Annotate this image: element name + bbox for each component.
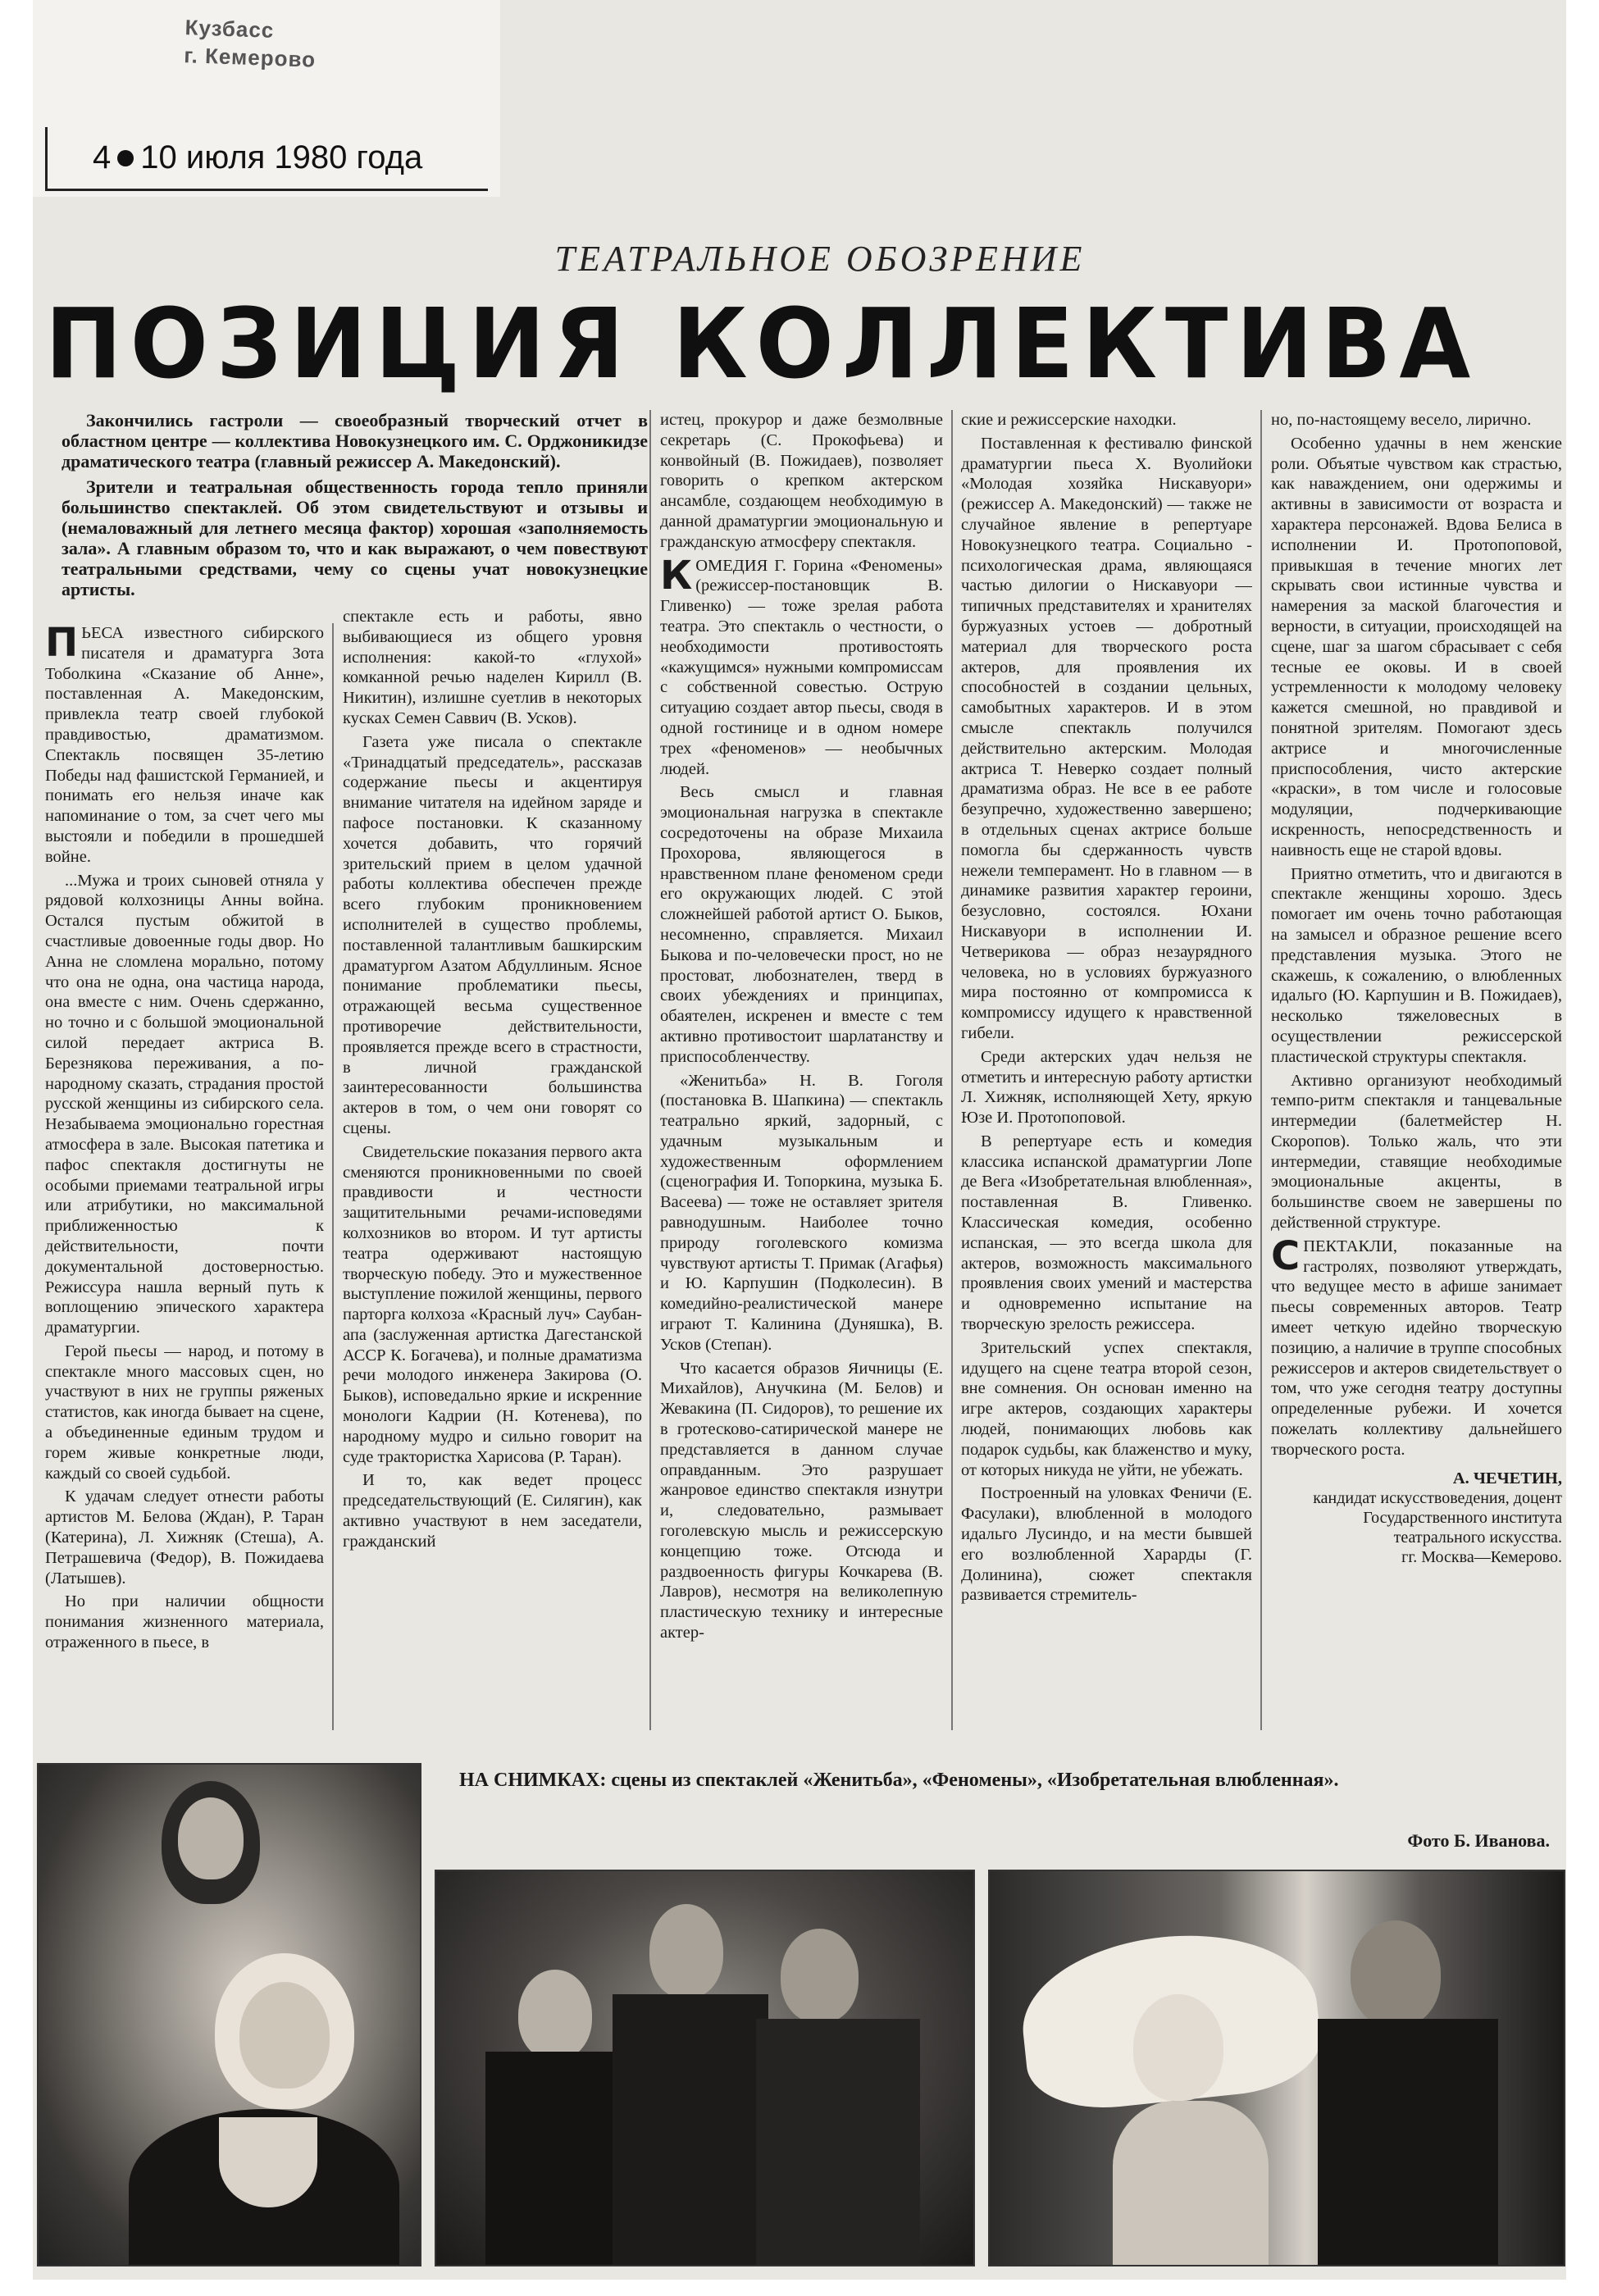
actor-body [485,2052,625,2265]
column-paragraph: К удачам следует отнести работы артистов М. Белова (Ждан), Р. Таран (Катерина), Л. Хижняк (Стеша), А. Петрашевича (Федор), В. Пожидаева (Латышев). [45,1487,324,1588]
column-paragraph: В репертуаре есть и комедия классика испанской драматургии Лопе де Вега «Изобретательная влюбленная», поставленная В. Гливенко. Классическая комедия, особенно испанская, — это всегда школа для актеров, возможность максимального проявления своих умений и мастерства и одновременно испытание на творческую зрелость режиссера. [961,1132,1252,1334]
dateline-day: 4 [93,139,112,175]
author-city: гг. Москва—Кемерово. [1401,1548,1562,1567]
column-paragraph: Но при наличии общности понимания жизненного материала, отраженного в пьесе, в [45,1592,324,1652]
bullet-icon [117,150,134,166]
column-paragraph: спектакле есть и работы, явно выбивающиеся из общего уровня исполнения: какой-то «глухой» комканной речью наделен Кирилл (В. Никитин), излишне суетлив в некоторых кусках Семен Саввич (В. Усков). [343,608,642,727]
actor-face [518,1970,592,2060]
column-paragraph: Активно организуют необходимый темпо-ритм спектакля и танцевальные интермедии (балетмейстер Н. Скоропов). Только жаль, что эти интермедии, ставящие необходимые эмоциональные акценты, в большинстве своем не завершены по действенной структуре. [1271,1071,1562,1232]
actor-face [178,1797,244,1879]
photo-izobretatelnaya-vlyublennaya [988,1870,1565,2266]
stamp-line-1: Кузбасс [184,15,275,43]
column-paragraph: Что касается образов Яичницы (Е. Михайлов), Анучкина (М. Белов) и Жевакина (П. Сидоров), то решение их в гротесково-сатирической манере не представляется в данном случае оправданным. Это разрушает жанровое единство спектакля изнутри и, следовательно, размывает гоголевскую мысль и режиссерскую концепцию тоже. Отсюда и раздвоенность фигуры Кочкарева (В. Лавров), несмотря на великолепную пластическую технику и интересные актер- [660,1359,943,1642]
photo-zhenitba [37,1763,421,2266]
column-paragraph: Весь смысл и главная эмоциональная нагрузка в спектакле сосредоточены на образе Михаила Прохорова, являющегося в нравственном плане феноменом среди его окружающих людей. С этой сложнейшей работой артист О. Быков, несомненно, справляется. Михаил Быкова и по-человечески прост, но не простоват, любознателен, тверд в своих убеждениях и принципах, обаятелен, искренен и вместе с тем активно противостоит шарлатанству и приспособленчеству. [660,783,943,1066]
actress-neckline [219,2117,317,2207]
column-paragraph: Построенный на уловках Феничи (Е. Фасулаки), влюбленной в молодого идальго Лусиндо, и на мести бывшей его возлюбленной Харарды (Г. Долинина), сюжет спектакля развивается стремитель- [961,1484,1252,1605]
article-column-1 [45,623,324,1730]
column-paragraph: Зрительский успех спектакля, идущего на сцене театра второй сезон, вне сомнения. Он основан именно на игре актеров, создающих характеры людей, понимающих любовь как подарок судьбы, как блаженство и муку, от которых никуда не уйти, не убежать. [961,1338,1252,1479]
photo-caption-label: НА СНИМКАХ: [459,1770,607,1791]
column-paragraph: ПЕКТАКЛИ, показанные на гастролях, позволяют утверждать, что ведущее место в афише занимает пьесы современных авторов. Театр имеет четкую идейно творческую позицию, а наличие в труппе способных режиссеров и актеров свидетельствует о том, что уже сегодня театру доступны определенные рубежи. И хочется пожелать коллективу дальнейшего творческого роста. [1271,1237,1562,1459]
article-column-4 [961,410,1252,1730]
photo-caption [459,1770,1566,1792]
drop-cap: С [1271,1232,1301,1279]
actor-body [1318,2019,1498,2265]
column-paragraph: Газета уже писала о спектакле «Тринадцатый председатель», рассказав содержание пьесы и акцентируя внимание читателя на идейном заряде и пафосе постановки. К сказанному хочется добавить, что горячий зрительский прием в целом удачной работы коллектива обеспечен прежде всего глубоким проникновением исполнителей в существо проблемы, поставленной талантливым башкирским драматургом Азатом Абдуллиным. Ясное понимание проблематики пьесы, отражающей весьма существенное противоречие действительности, проявляется прежде всего в страстности, в личной гражданской заинтересованности большинства актеров в том, о чем они говорят со сцены. [343,732,642,1137]
column-paragraph: Поставленная к фестивалю финской драматургии пьеса Х. Вуолийоки «Молодая хозяйка Нискавуори» (режиссер А. Македонский) — также не случайное явление в репертуаре Новокузнецкого театра. Социально - психологическая драма, являющаяся частью дилогии о Нискавуори — типичных представителях и хранителях буржуазных устоев — добротный материал для творческого роста актеров, для проявления их способностей в создании цельных, самобытных характеров. И в этом смысле спектакль получился действительно актерским. Молодая актриса Т. Неверко создает полный драматизма образ. Не все в ее работе безупречно, художественно завершено; в отдельных сценах актрисе больше помогла бы сдержанность чувств нежели темперамент. Но в главном — в динамике развития характер героини, безусловно, состоялся. Юхани Нискавуори в исполнении И. Четверикова — образ незаурядного человека, но в условиях буржуазного мира постоянно от компромисса к компромиссу идущего к нравственной гибели. [961,434,1252,1042]
column-divider [1260,410,1262,1730]
actress-body [1113,2101,1269,2265]
lead-paragraph: Закончились гастроли — своеобразный творческий отчет в областном центре — коллектива Новокузнецкого им. С. Орджоникидзе драматического театра (главный режиссер А. Македонский). [61,410,648,472]
dateline [45,127,488,191]
column-paragraph: Герой пьесы — народ, и потому в спектакле много массовых сцен, но участвуют в них не группы ряженых статистов, как иногда бывает на сцене, а объединенные единым трудом и горем живые конкретные люди, каждый со своей судьбой. [45,1342,324,1483]
column-paragraph: Приятно отметить, что и двигаются в спектакле женщины хорошо. Здесь помогает им очень точно работающая на замысел и образное решение всего представления музыка. Этого не скажешь, к сожалению, о влюбленных идальго (Ю. Карпушин и В. Пожидаев), несколько тяжеловесных в осуществлении режиссерской пластической структуры спектакля. [1271,864,1562,1066]
column-paragraph: ЬЕСА известного сибирского писателя и драматурга Зота Тоболкина «Сказание об Анне», поставленная А. Македонским, привлекла театр своей глубокой правдивостью, драматизмом. Спектакль посвящен 35-летию Победы над фашистской Германией, и понимать его нельзя иначе как напоминание о том, за счет чего мы выстояли и победили в прошедшей войне. [45,624,324,866]
column-divider [332,623,334,1730]
library-stamp [184,13,366,75]
drop-cap: К [660,552,693,599]
photo-credit: Фото Б. Иванова. [1407,1830,1550,1851]
column-paragraph: ОМЕДИЯ Г. Горина «Феномены» (режиссер-постановщик В. Гливенко) — тоже зрелая работа театра. Это спектакль о честности, о необходимости противостоять «кажущимся» нужными компромиссам с собственной совестью. Острую ситуацию создает автор пьесы, сводя в одной гостинице и в одном номере трех «феноменов» — необычных людей. [660,556,943,778]
article-headline: ПОЗИЦИЯ КОЛЛЕКТИВА [45,288,1479,401]
article-column-2 [343,607,642,1730]
section-rubric: ТЕАТРАЛЬНОЕ ОБОЗРЕНИЕ [554,239,1086,279]
author-title: кандидат искусствоведения, доцент Государственного института театрального искусства. [1313,1489,1562,1547]
actor-face [1351,1920,1441,2027]
actor-face [781,1929,859,2023]
dateline-rest: 10 июля 1980 года [140,139,423,175]
column-paragraph: ...Мужа и троих сыновей отняла у рядовой колхозницы Анны война. Остался пустым обжитой в счастливые довоенные годы двор. Но Анна не сломлена морально, потому что она не одна, она частица народа, она вместе с ним. Очень сдержанно, но точно и с большой эмоциональной силой передает актриса В. Березнякова переживания, а по-народному сказать, страдания простой русской женщины из сибирского села. Незабываема эмоционально горестная атмосфера в зале. Высокая патетика и пафос спектакля достигнуты не особыми приемами театральной игры или атрибутики, но максимальной приближенностью к действительности, почти документальной достоверностью. Режиссура нашла верный путь к воплощению эпического характера драматургии. [45,871,324,1337]
drop-cap: П [45,623,79,666]
column-paragraph: Свидетельские показания первого акта сменяются проникновенными по своей правдивости и честности защитительными речами-исповедями колхозников во втором. И тут артисты театра одерживают настоящую творческую победу. Это и мужественное выступление пожилой женщины, первого парторга колхоза «Красный луч» Саубан-апа (заслуженная артистка Дагестанской АССР К. Богачева), и полные драматизма речи молодого инженера Закирова (О. Быков), исповедально яркие и искренние монологи Кадрии (Н. Котенева), по народному мудро и сильно говорит на суде трактористка Харисова (Р. Таран). [343,1142,642,1466]
article-column-3 [660,410,943,1730]
stamp-line-2: г. Кемерово [183,43,317,72]
author-name: А. ЧЕЧЕТИН, [1452,1469,1562,1487]
column-paragraph: И то, как ведет процесс председательствующий (Е. Силягин), как активно участвуют в нем заседатели, гражданский [343,1471,642,1551]
lead-paragraph: Зрители и театральная общественность города тепло приняли большинство спектаклей. Об этом свидетельствуют и отзывы и (немаловажный для летнего месяца фактор) хорошая «заполняемость зала». А главным образом то, что и как выражают, о чем повествуют театральными средствами, чему со сцены учат новокузнецкие артисты. [61,476,648,599]
actress-face [239,1982,330,2089]
article-lead [61,410,648,613]
actor-face [649,1904,723,1998]
column-paragraph: истец, прокурор и даже безмолвные секретарь (С. Прокофьева) и конвойный (В. Пожидаев), позволяет говорить о крепком актерском ансамбле, создающем необходимую в данной драматургии эмоциональную и гражданскую атмосферу спектакля. [660,411,943,551]
actor-body [756,2019,920,2265]
article-column-5 [1271,410,1562,1738]
column-paragraph: «Женитьба» Н. В. Гоголя (постановка В. Шапкина) — спектакль театрально яркий, задорный, с удачным музыкальным и художественным оформлением (сценография И. Топоркина, музыка Б. Васеева) — тоже не оставляет зрителя равнодушным. Наиболее точно природу гоголевского комизма чувствуют артисты Т. Примак (Агафья) и Ю. Карпушин (Подколесин). В комедийно-реалистической манере играют Т. Калинина (Дуняшка), В. Усков (Степан). [660,1071,943,1354]
photo-caption-text: сцены из спектаклей «Женитьба», «Феномены», «Изобретательная влюбленная». [611,1770,1339,1791]
column-paragraph: Среди актерских удач нельзя не отметить и интересную работу артистки Л. Хижняк, исполняющей Хету, яркую Юзе И. Протопоповой. [961,1047,1252,1128]
actress-face [1133,1994,1223,2101]
photo-fenomeny [435,1870,975,2266]
column-divider [951,410,953,1730]
actor-body [613,1994,768,2265]
column-paragraph: ские и режиссерские находки. [961,411,1177,429]
column-paragraph: но, по-настоящему весело, лирично. [1271,411,1532,429]
column-divider [649,410,651,1730]
column-paragraph: Особенно удачны в нем женские роли. Объятые чувством как страстью, как наваждением, они одержимы и активны в зависимости от возраста и характера персонажей. Вдова Белиса в исполнении И. Протопоповой, привыкшая в течение многих лет скрывать свои истинные чувства и намерения за маской благочестия и верности, в ситуации, происходящей на сцене, шаг за шагом сбрасывает с себя тесные ее оковы. И в своей устремленности к молодому человеку кажется смешной, но правдивой и понятной зрителям. Помогают здесь актрисе и многочисленные приспособления, чисто актерские «краски», в том числе и голосовые модуляции, подчеркивающие искренность, непосредственность и наивность еще не старой вдовы. [1271,434,1562,859]
